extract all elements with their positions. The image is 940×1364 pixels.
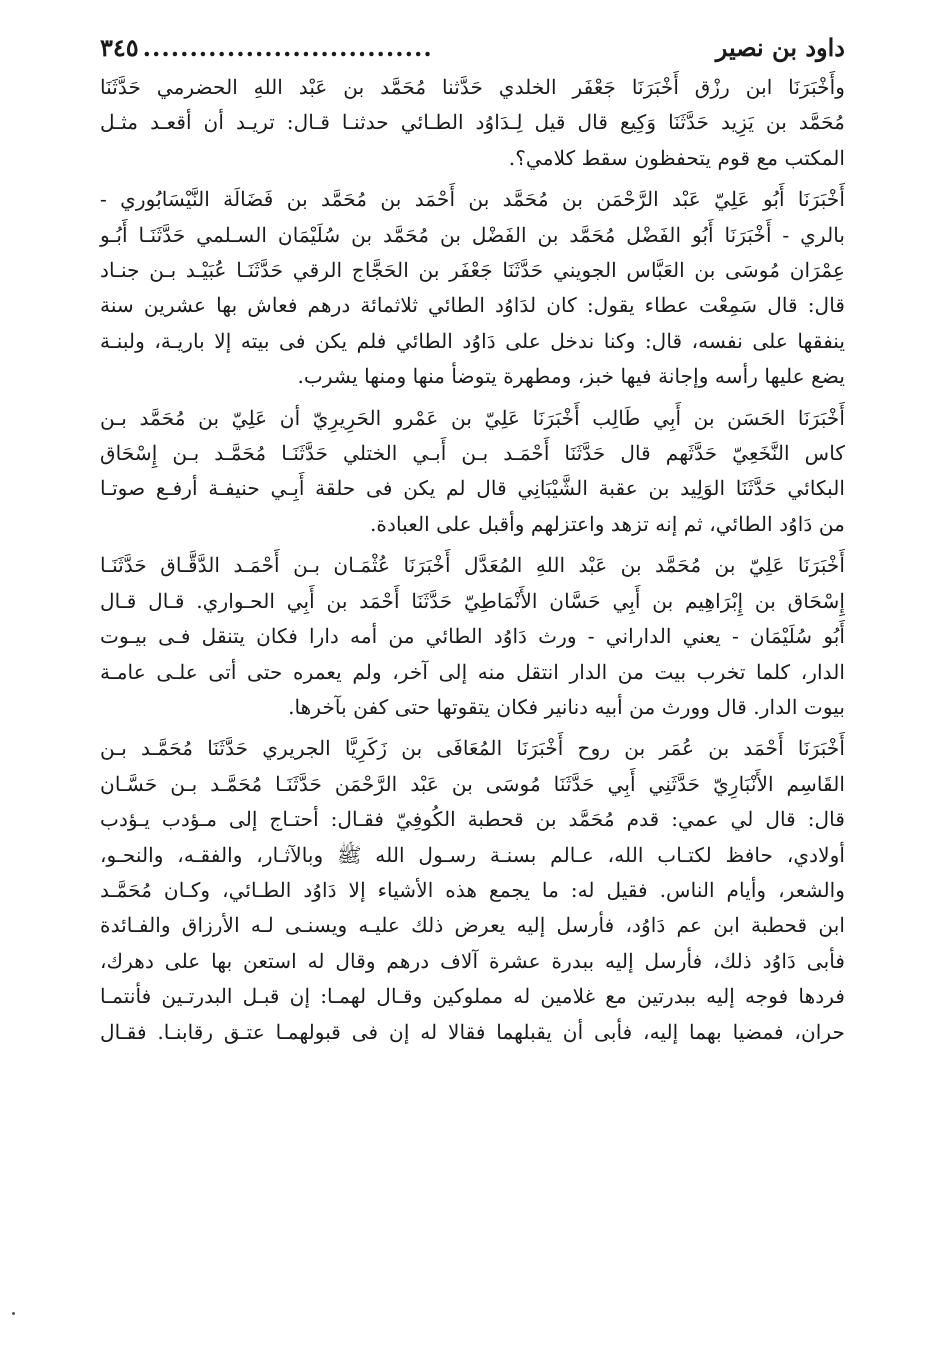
text-line: وأَخْبَرَنَا ابن رزْق أَخْبَرَنَا جَعْفَر الخلدي حَدَّثنا مُحَمَّد بن عَبْد اللهِ الحضرمي حَدَّثَنَا (100, 75, 845, 99)
text-line: ينفقها على نفسه، قال: وكنا ندخل على دَاوُد الطائي فلم يكن فى بيته إلا باريـة، ولبنـة (100, 328, 845, 353)
text-line: كاس النَّخَعِيّ حَدَّثَهم قال حَدَّثَنَا أَحْمَـد بـن أَبـي الختلي حَدَّثَنَـا مُحَمَّـد بـن إِسْحَاق (100, 441, 845, 466)
text-line: بالري - أَخْبَرَنَا أَبُو الفَضْل مُحَمَّد بن الفَضْل بن مُحَمَّد بن سُلَيْمَان السـلمي حَدَّثَنَـا أَبُـو (100, 222, 845, 247)
text-line: حران، فمضيا بهما إليه، فأبى أن يقبلهما فقالا له إن فى قبولهمـا عتـق رقابنـا. فقـال (100, 1019, 845, 1044)
text-line: أَبُو سُلَيْمَان - يعني الداراني - ورث دَاوُد الطائي من أمه دارا فكان يتنقل فـى بيـوت (100, 624, 845, 649)
text-line: عِمْرَان مُوسَى بن العَبَّاس الجويني حَدَّثَنَا جَعْفَر بن الحَجَّاج الرقي حَدَّثَنَـا عُبَيْـد بـن جنـاد (100, 258, 845, 283)
text-line: ابن قحطبة ابن عم دَاوُد، فأرسل إليه يعرض ذلك عليـه ويسنـى لـه الأرزاق والفـائدة (100, 913, 845, 938)
chapter-title: داود بن نصير (715, 33, 845, 62)
text-line: والشعر، وأيام الناس. فقيل له: ما يجمع هذه الأشياء إلا دَاوُد الطـائي، وكـان مُحَمَّـد (100, 877, 845, 902)
text-line: إِسْحَاق بن إِبْرَاهِيم بن أَبِي حَسَّان الأَنْمَاطِيّ حَدَّثَنَا أَحْمَد بن أَبِي الحـواري. قـال قـال (100, 588, 845, 613)
margin-speck (12, 1312, 15, 1315)
text-line: الدار، كلما تخرب بيت من الدار انتقل منه إلى آخر، ولم يعمره حتى أتى علـى عامـة (100, 659, 845, 684)
paragraph (100, 70, 845, 176)
text-line: البكائي حَدَّثَنَا الوَلِيد بن عقبة الشَّيْبَانِي قال لم يكن فى حلقة أَبِـي حنيفـة أرفـع صوتـا (100, 476, 845, 501)
text-line: أَخْبَرَنَا أَبُو عَلِيّ عَبْد الرَّحْمَن بن مُحَمَّد بن أَحْمَد بن مُحَمَّد بن فَضَالَة النَّيْسَابُوري - (100, 187, 845, 212)
leader-dots: ............................... (142, 33, 433, 62)
text-line: فردها فوجه إليه ببدرتين مع غلامين له مملوكين وقـال لهمـا: إن قبـل البدرتـين فأنتمـا (100, 984, 845, 1009)
text-line: قال: قال لي عمي: قدم مُحَمَّد بن قحطبة الكُوفِيّ فقـال: أحتـاج إلى مـؤدب يـؤدب (100, 807, 845, 832)
header-page-group (100, 30, 433, 66)
page-number: ٣٤٥ (100, 33, 139, 62)
text-line: أَخْبَرَنَا عَلِيّ بن مُحَمَّد بن عَبْد اللهِ المُعَدَّل أَخْبَرَنَا عُثْمَـان بـن أَحْمَـد الدَّقَّـاق حَدَّثَنَـا (100, 553, 845, 578)
text-line: أولادي، حافظ لكتـاب الله، عـالم بسنـة رسـول الله ﷺ وبالآثـار، والفقـه، والنحـو، (100, 842, 845, 867)
text-line: أَخْبَرَنَا الحَسَن بن أَبِي طَالِب أَخْبَرَنَا عَلِيّ بن عَمْرو الحَرِيرِيّ أن عَلِيّ بن مُحَمَّد بـن (100, 405, 845, 430)
text-line: المكتب مع قوم يتحفظون سقط كلامي؟. (508, 145, 845, 170)
text-line: بيوت الدار. قال وورث من أبيه دنانير فكان يتقوتها حتى كفن بآخرها. (288, 694, 845, 719)
body-text (100, 70, 845, 1050)
text-line: يضع عليها رأسه وإجانة فيها خبز، ومطهرة يتوضأ منها ومنها يشرب. (297, 364, 845, 389)
text-line: من دَاوُد الطائي، ثم إنه تزهد واعتزلهم وأقبل على العبادة. (370, 511, 845, 536)
text-line: أَخْبَرَنَا أَحْمَد بن عُمَر بن روح أَخْبَرَنَا المُعَافَى بن زَكَرِيَّا الجريري حَدَّثَنَا مُحَمَّـد بـن (100, 736, 845, 761)
text-line: قال: قال سَمِعْت عطاء يقول: كان لدَاوُد الطائي ثلاثمائة درهم فعاش بها عشرين سنة (100, 293, 845, 318)
paragraph (100, 182, 845, 394)
paragraph (100, 548, 845, 725)
paragraph (100, 731, 845, 1050)
text-line: مُحَمَّد بن يَزِيد حَدَّثَنَا وَكِيع قال قيل لِـدَاوُد الطـائي حدثنـا قـال: تريـد أن أقعـد مثـل (100, 110, 845, 135)
document-page (100, 30, 845, 1056)
text-line: فأبى دَاوُد ذلك، فأرسل إليه ببدرة عشرة آلاف درهم وقال له استعن بها على دهرك، (100, 948, 845, 973)
running-header (100, 30, 845, 70)
text-line: القَاسِم الأَنْبَارِيّ حَدَّثَنِي أَبِي حَدَّثَنَا مُوسَى بن عَبْد الرَّحْمَن حَدَّثَنَـا مُحَمَّـد بـن حَسَّـان (100, 771, 845, 796)
paragraph (100, 401, 845, 543)
